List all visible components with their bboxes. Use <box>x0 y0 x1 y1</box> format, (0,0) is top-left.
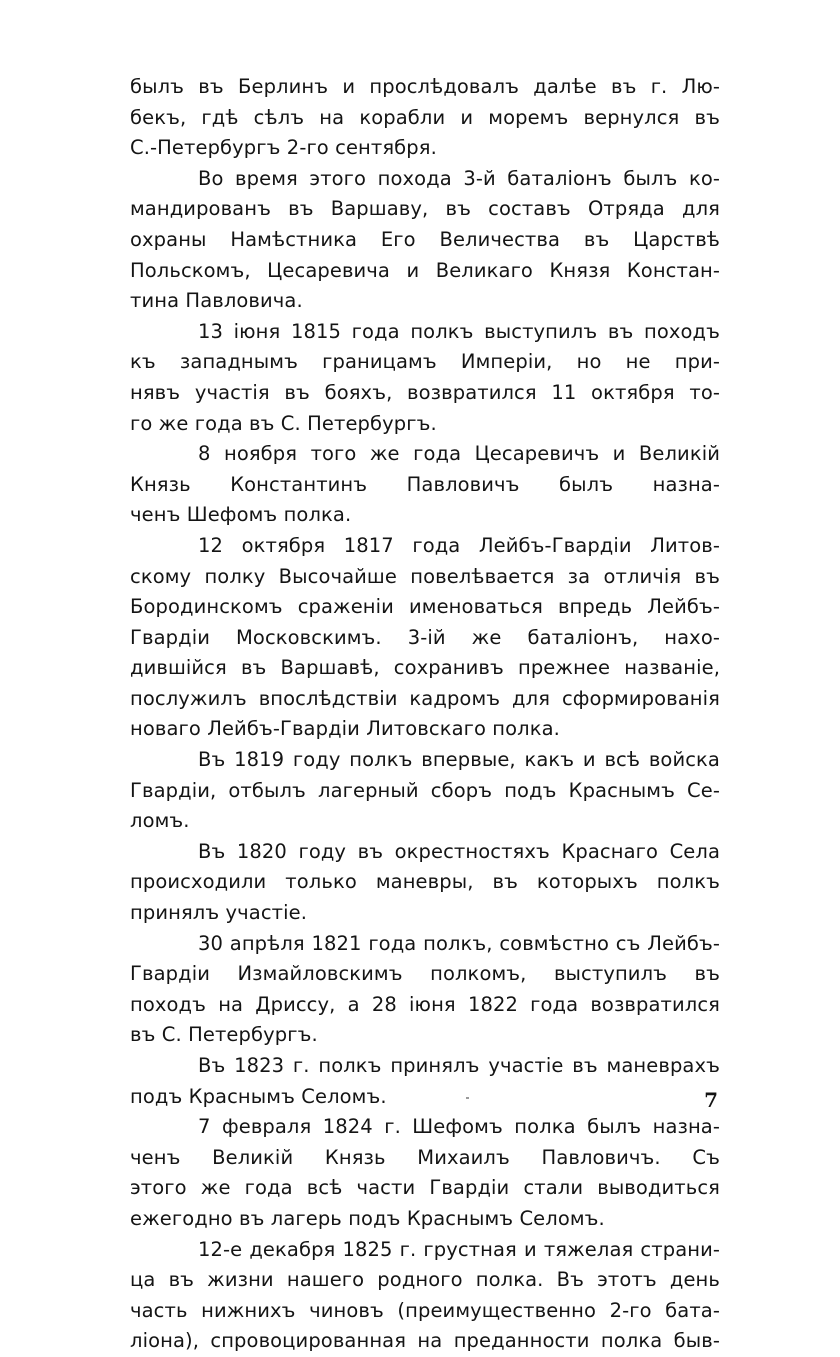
text-line: бекъ, гдѣ сѣлъ на корабли и моремъ вернулся въ <box>130 105 720 129</box>
text-line: ца въ жизни нашего родного полка. Въ этотъ день <box>130 1268 720 1292</box>
text-line: 12 октября 1817 года Лейбъ-Гвардіи Литов- <box>198 533 720 557</box>
page-number: 7 <box>704 1088 718 1112</box>
paragraph <box>130 1112 720 1234</box>
text-line: Въ 1820 году въ окрестностяхъ Краснаго Села <box>198 839 720 863</box>
paragraph <box>130 439 720 531</box>
text-line: го же года въ С. Петербургъ. <box>130 411 437 435</box>
paragraph <box>130 1051 720 1112</box>
text-line: тина Павловича. <box>130 289 303 313</box>
text-line: походъ на Дриссу, а 28 іюня 1822 года возвратился <box>130 992 720 1016</box>
text-line: былъ въ Берлинъ и прослѣдовалъ далѣе въ г. Лю- <box>130 75 720 98</box>
text-line: С.-Петербургъ 2-го сентября. <box>130 136 437 160</box>
text-line: 12-е декабря 1825 г. грустная и тяжелая страни- <box>198 1237 720 1261</box>
text-line: часть нижнихъ чиновъ (преимущественно 2-го бата- <box>130 1298 720 1322</box>
text-line: Въ 1819 году полкъ впервые, какъ и всѣ войска <box>198 748 720 772</box>
text-line: ежегодно въ лагерь подъ Краснымъ Селомъ. <box>130 1206 605 1230</box>
text-line: новаго Лейбъ-Гвардіи Литовскаго полка. <box>130 717 560 741</box>
text-line: Польскомъ, Цесаревича и Великаго Князя Констан- <box>130 258 720 282</box>
text-line: Князь Константинъ Павловичъ былъ назна- <box>130 472 720 496</box>
text-line: скому полку Высочайше повелѣвается за отличія въ <box>130 564 720 588</box>
text-line: къ западнымъ границамъ Имперіи, но не при- <box>130 350 720 374</box>
paragraph <box>130 745 720 837</box>
text-line: Въ 1823 г. полкъ принялъ участіе въ маневрахъ <box>198 1054 720 1077</box>
paragraph <box>130 837 720 929</box>
scan-speck <box>466 1097 469 1099</box>
text-line: принялъ участіе. <box>130 901 308 925</box>
text-line: ломъ. <box>130 809 190 833</box>
paragraph <box>130 72 720 164</box>
paragraph <box>130 164 720 317</box>
text-line: охраны Намѣстника Его Величества въ Царствѣ <box>130 227 720 251</box>
text-line: 8 ноября того же года Цесаревичъ и Великій <box>198 442 720 466</box>
text-line: послужилъ впослѣдствіи кадромъ для сформированія <box>130 686 720 710</box>
text-line: ченъ Великій Князь Михаилъ Павловичъ. Съ <box>130 1145 720 1169</box>
paragraph <box>130 929 720 1051</box>
text-line: Гвардіи Московскимъ. 3-ій же баталіонъ, нахо- <box>130 625 720 649</box>
text-line: нявъ участія въ бояхъ, возвратился 11 октября то- <box>130 380 720 404</box>
paragraph <box>130 1235 720 1357</box>
text-line: подъ Краснымъ Селомъ. <box>130 1084 387 1108</box>
text-line: ліона), спровоцированная на преданности полка быв- <box>130 1329 720 1353</box>
text-line: Бородинскомъ сраженіи именоваться впредь Лейбъ- <box>130 595 720 619</box>
text-line: 30 апрѣля 1821 года полкъ, совмѣстно съ Лейбъ- <box>198 931 720 955</box>
text-line: Гвардіи, отбылъ лагерный сборъ подъ Краснымъ Се- <box>130 778 720 802</box>
body-text <box>130 72 720 1357</box>
text-line: мандированъ въ Варшаву, въ составъ Отряда для <box>130 197 720 221</box>
text-line: дившійся въ Варшавѣ, сохранивъ прежнее названіе, <box>130 656 720 680</box>
paragraph <box>130 317 720 439</box>
text-line: 13 іюня 1815 года полкъ выступилъ въ походъ <box>198 319 720 343</box>
text-line: Гвардіи Измайловскимъ полкомъ, выступилъ въ <box>130 962 720 986</box>
text-line: происходили только маневры, въ которыхъ полкъ <box>130 870 720 894</box>
paragraph <box>130 531 720 745</box>
text-line: ченъ Шефомъ полка. <box>130 503 352 527</box>
text-line: Во время этого похода 3-й баталіонъ былъ ко- <box>198 166 720 190</box>
text-line: этого же года всѣ части Гвардіи стали выводиться <box>130 1176 720 1200</box>
text-line: въ С. Петербургъ. <box>130 1023 318 1047</box>
text-line: 7 февраля 1824 г. Шефомъ полка былъ назна- <box>198 1115 720 1139</box>
